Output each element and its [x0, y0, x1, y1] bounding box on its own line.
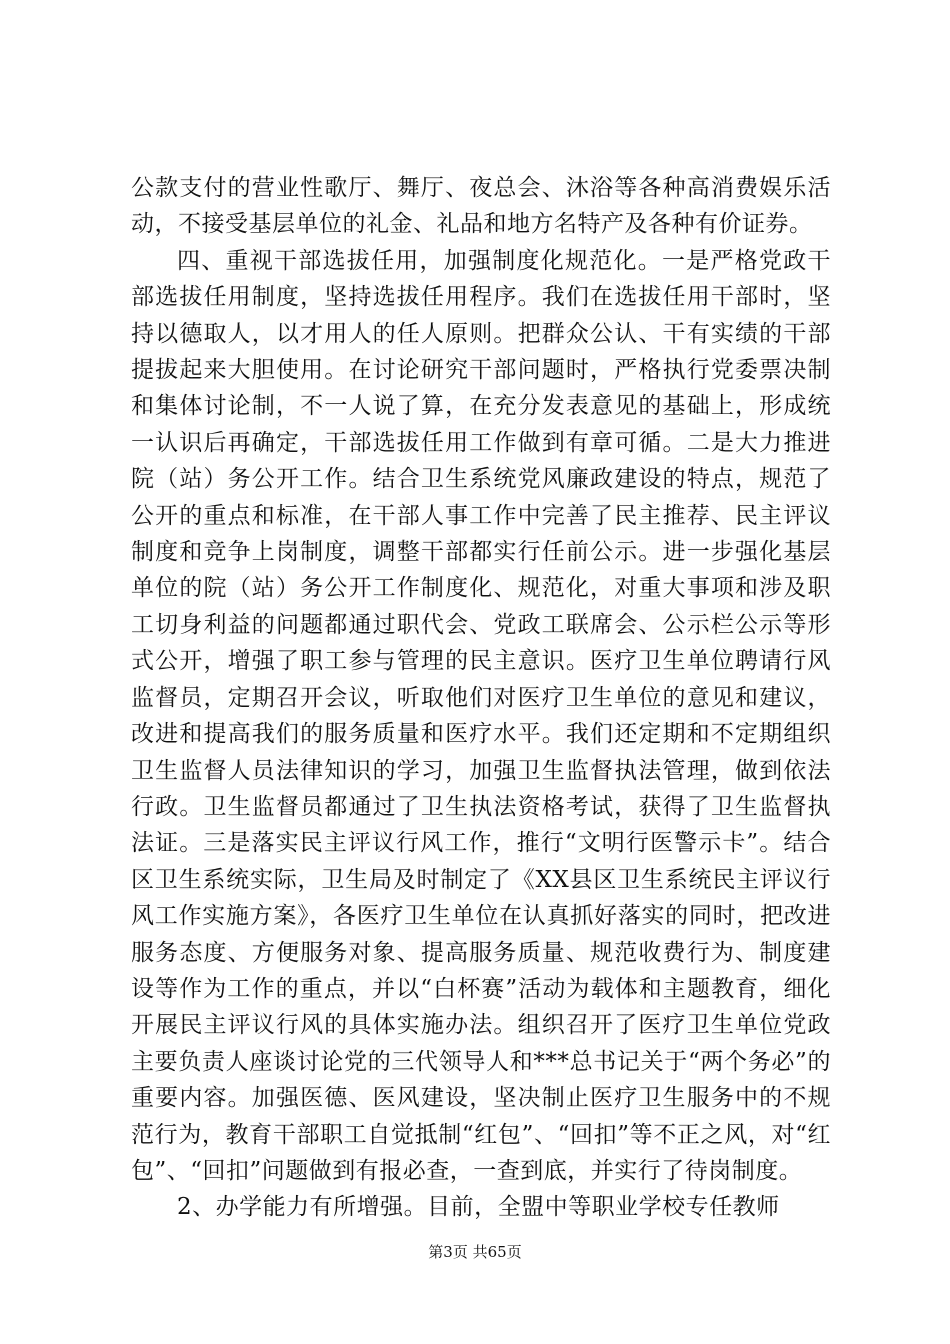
paragraph-school-capacity: 2、办学能力有所增强。目前，全盟中等职业学校专任教师 [177, 1194, 780, 1221]
page-number-footer: 第3页 共65页 [428, 1243, 522, 1261]
paragraph-continuation: 公款支付的营业性歌厅、舞厅、夜总会、沐浴等各种高消费娱乐活动，不接受基层单位的礼金、礼品和地方名特产及各种有价证券。 [131, 175, 831, 238]
paragraph-cadre-selection: 四、重视干部选拔任用，加强制度化规范化。一是严格党政干部选拔任用制度，坚持选拔任用程序。我们在选拔任用干部时，坚持以德取人，以才用人的任人原则。把群众公认、干有实绩的干部提拔起来大胆使用。在讨论研究干部问题时，严格执行党委票决制和集体讨论制，不一人说了算，在充分发表意见的基础上，形成统一认识后再确定，干部选拔任用工作做到有章可循。二是大力推进院（站）务公开工作。结合卫生系统党风廉政建设的特点，规范了公开的重点和标准，在干部人事工作中完善了民主推荐、民主评议制度和竞争上岗制度，调整干部都实行任前公示。进一步强化基层单位的院（站）务公开工作制度化、规范化，对重大事项和涉及职工切身利益的问题都通过职代会、党政工联席会、公示栏公示等形式公开，增强了职工参与管理的民主意识。医疗卫生单位聘请行风监督员，定期召开会议，听取他们对医疗卫生单位的意见和建议，改进和提高我们的服务质量和医疗水平。我们还定期和不定期组织卫生监督人员法律知识的学习，加强卫生监督执法管理，做到依法行政。卫生监督员都通过了卫生执法资格考试，获得了卫生监督执法证。三是落实民主评议行风工作，推行“文明行医警示卡”。结合区卫生系统实际，卫生局及时制定了《XX县区卫生系统民主评议行风工作实施方案》，各医疗卫生单位在认真抓好落实的同时，把改进服务态度、方便服务对象、提高服务质量、规范收费行为、制度建设等作为工作的重点，并以“白杯赛”活动为载体和主题教育，细化开展民主评议行风的具体实施办法。组织召开了医疗卫生单位党政主要负责人座谈讨论党的三代领导人和***总书记关于“两个务必”的重要内容。加强医德、医风建设，坚决制止医疗卫生服务中的不规范行为，教育干部职工自觉抵制“红包”、“回扣”等不正之风，对“红包”、“回扣”问题做到有报必查，一查到底，并实行了待岗制度。 [131, 247, 831, 1184]
document-body [131, 170, 831, 1226]
